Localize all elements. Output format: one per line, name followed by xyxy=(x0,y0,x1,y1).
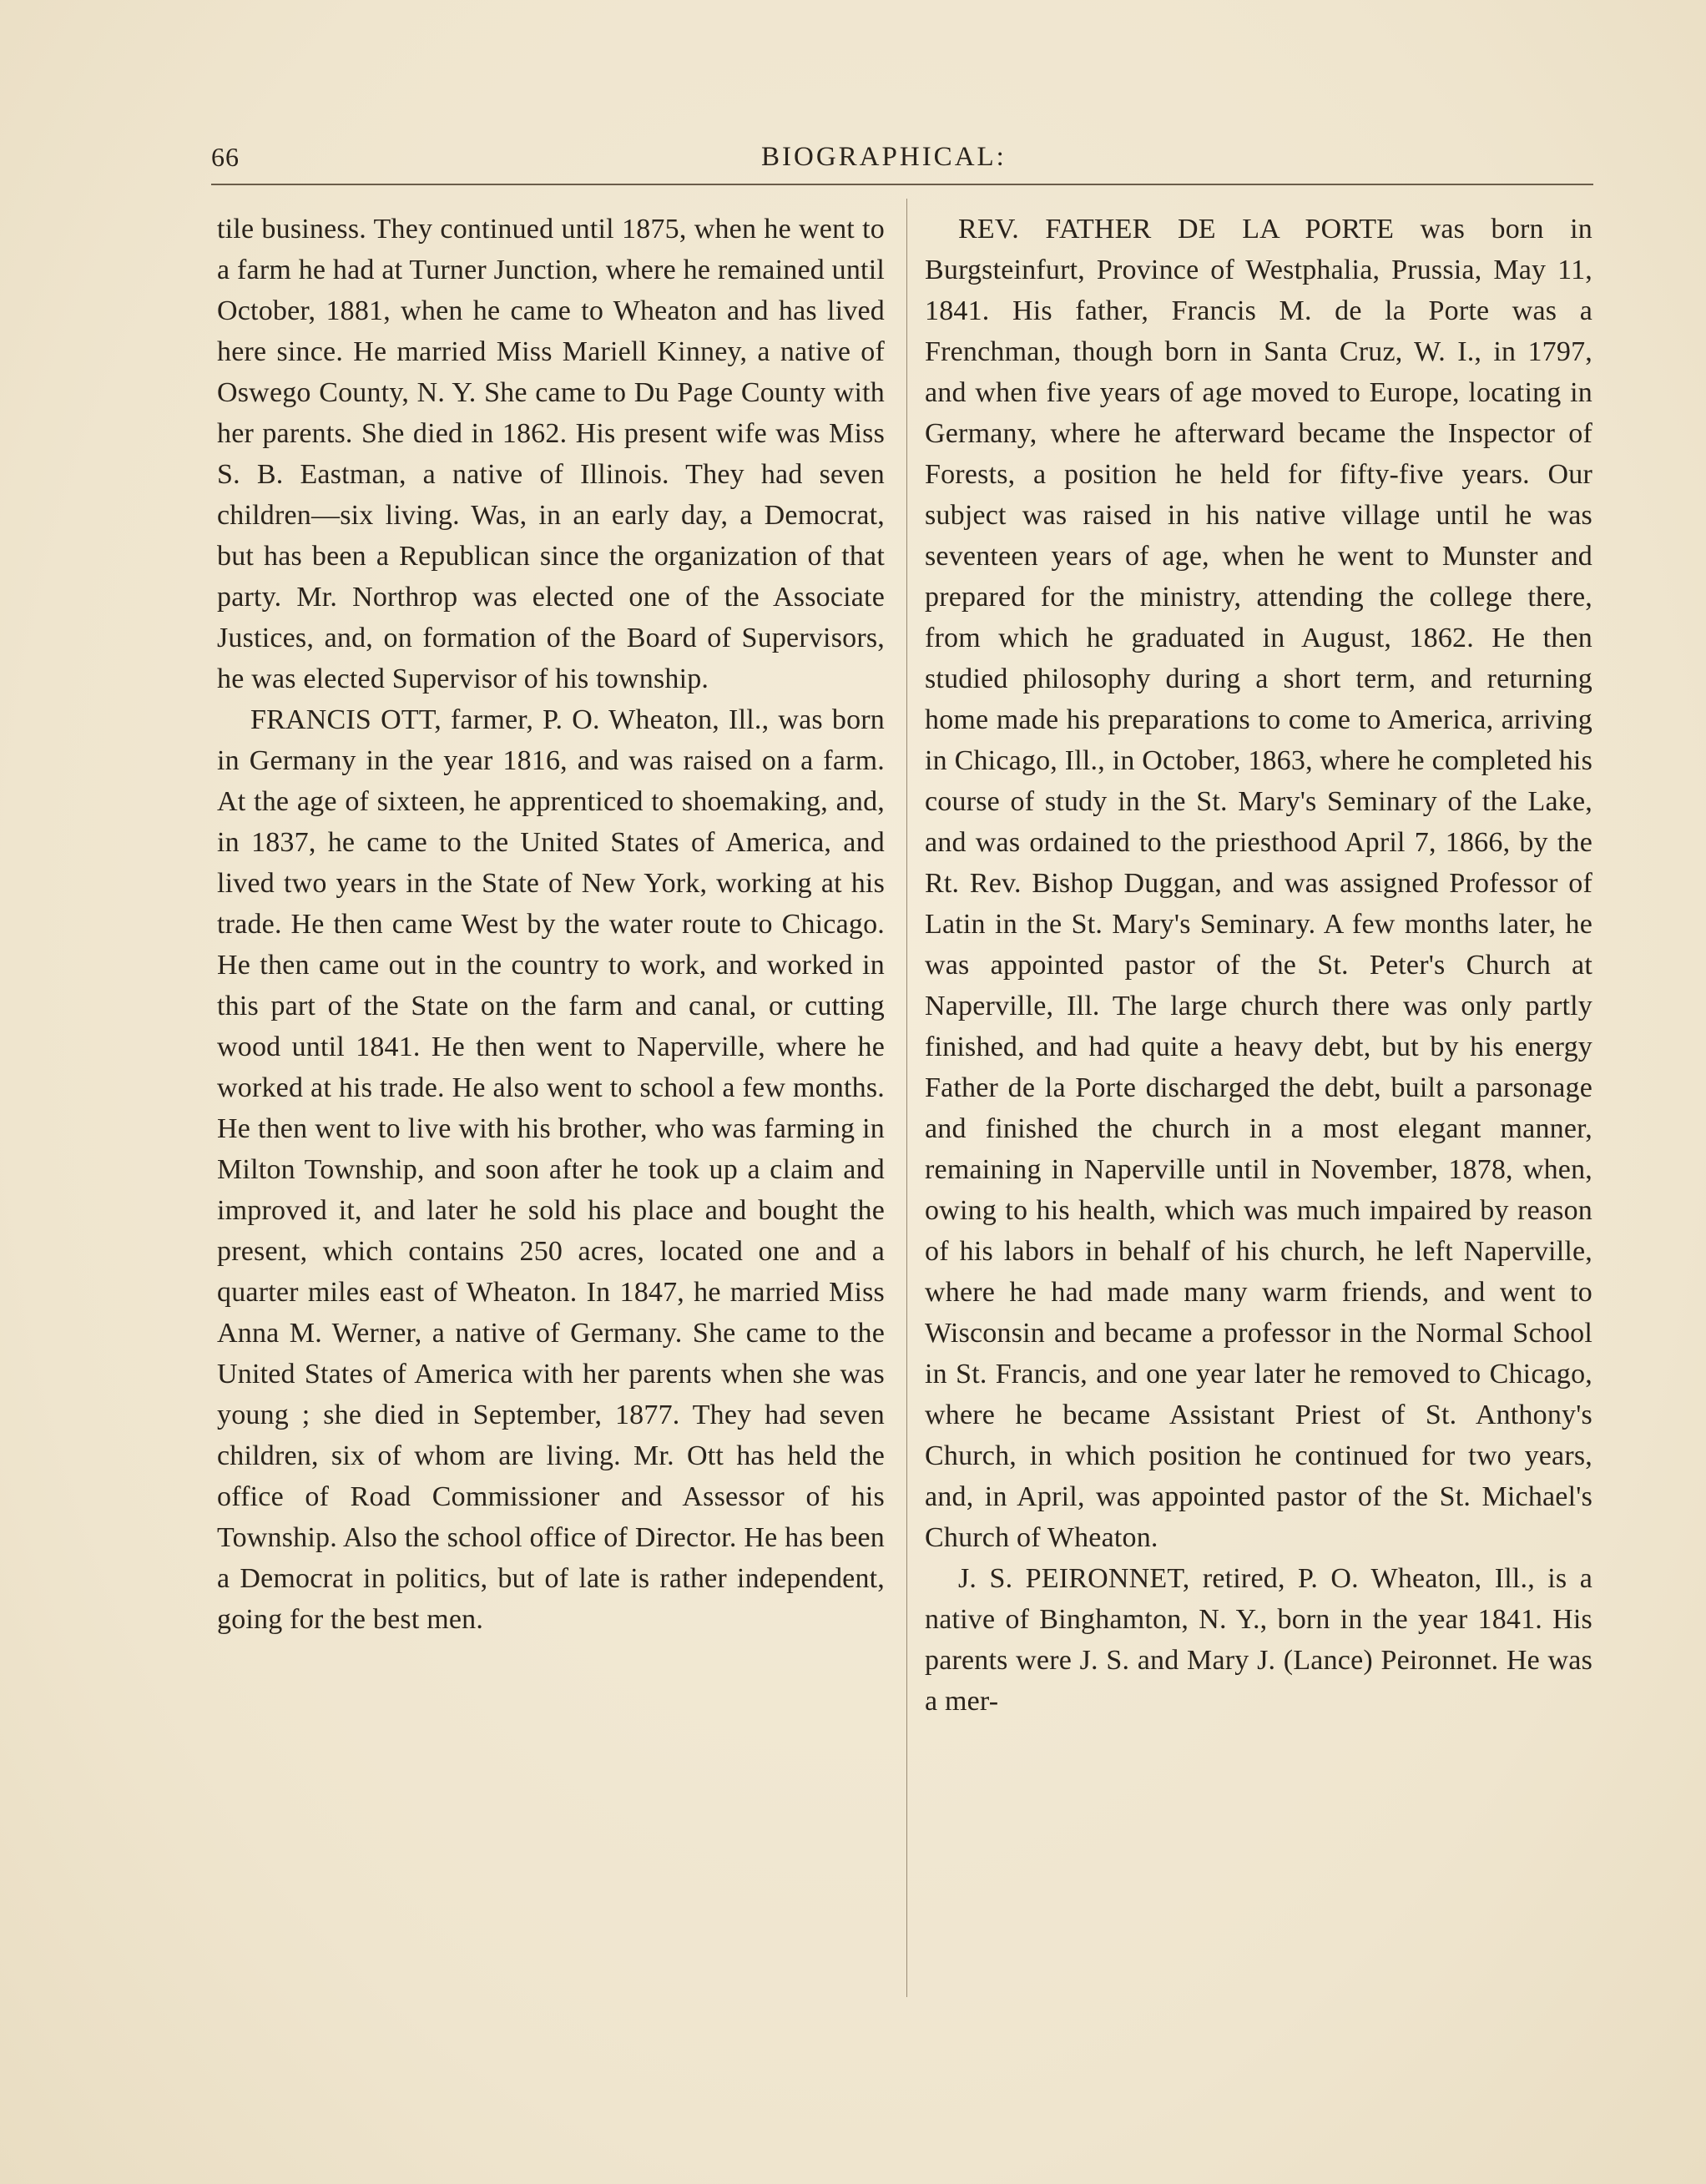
page-number: 66 xyxy=(211,142,240,172)
paragraph-northrop-continued: tile business. They continued until 1875, when he went to a farm he had at Turner Junction, where he remained until October, 1881, when he came to Wheaton and has lived here since. He married Miss Mariell Kinney, a native of Oswego County, N. Y. She came to Du Page County with her parents. She died in 1862. His present wife was Miss S. B. Eastman, a native of Illinois. They had seven children—six living. Was, in an early day, a Democrat, but has been a Republican since the organization of that party. Mr. Northrop was elected one of the Associate Justices, and, on formation of the Board of Supervisors, he was elected Supervisor of his township. xyxy=(217,214,885,694)
running-head: BIOGRAPHICAL: xyxy=(761,142,1007,172)
paragraph-peironnet: J. S. PEIRONNET, retired, P. O. Wheaton, Ill., is a native of Binghamton, N. Y., born in the year 1841. His parents were J. S. and Mary J. (Lance) Peironnet. He was a mer- xyxy=(925,1563,1592,1717)
paragraph-francis-ott: FRANCIS OTT, farmer, P. O. Wheaton, Ill., was born in Germany in the year 1816, and was raised on a farm. At the age of sixteen, he apprenticed to shoemaking, and, in 1837, he came to the United States of America, and lived two years in the State of New York, working at his trade. He then came West by the water route to Chicago. He then came out in the country to work, and worked in this part of the State on the farm and canal, or cutting wood until 1841. He then went to Naperville, where he worked at his trade. He also went to school a few months. He then went to live with his brother, who was farming in Milton Township, and soon after he took up a claim and improved it, and later he sold his place and bought the present, which contains 250 acres, located one and a quarter miles east of Wheaton. In 1847, he married Miss Anna M. Werner, a native of Germany. She came to the United States of America with her parents when she was young ; she died in September, 1877. They had seven children, six of whom are living. Mr. Ott has held the office of Road Commissioner and Assessor of his Township. Also the school office of Director. He has been a Democrat in politics, but of late is rather independent, going for the best men. xyxy=(217,704,885,1635)
right-column xyxy=(925,209,1592,1722)
column-divider xyxy=(906,199,907,1997)
paragraph-de-la-porte: REV. FATHER DE LA PORTE was born in Burgsteinfurt, Province of Westphalia, Prussia, May 11, 1841. His father, Francis M. de la Porte was a Frenchman, though born in Santa Cruz, W. I., in 1797, and when five years of age moved to Europe, locating in Germany, where he afterward became the Inspector of Forests, a position he held for fifty-five years. Our subject was raised in his native village until he was seventeen years of age, when he went to Munster and prepared for the ministry, attending the college there, from which he graduated in August, 1862. He then studied philosophy during a short term, and returning home made his preparations to come to America, arriving in Chicago, Ill., in October, 1863, where he completed his course of study in the St. Mary's Seminary of the Lake, and was ordained to the priesthood April 7, 1866, by the Rt. Rev. Bishop Duggan, and was assigned Professor of Latin in the St. Mary's Seminary. A few months later, he was appointed pastor of the St. Peter's Church at Naperville, Ill. The large church there was only partly finished, and had quite a heavy debt, but by his energy Father de la Porte discharged the debt, built a parsonage and finished the church in a most elegant manner, remaining in Naperville until in November, 1878, when, owing to his health, which was much impaired by reason of his labors in behalf of his church, he left Naperville, where he had made many warm friends, and went to Wisconsin and became a professor in the Normal School in St. Francis, and one year later he removed to Chicago, where he became Assistant Priest of St. Anthony's Church, in which position he continued for two years, and, in April, was appointed pastor of the St. Michael's Church of Wheaton. xyxy=(925,214,1592,1553)
header-rule xyxy=(211,184,1593,185)
left-column xyxy=(217,209,885,1640)
